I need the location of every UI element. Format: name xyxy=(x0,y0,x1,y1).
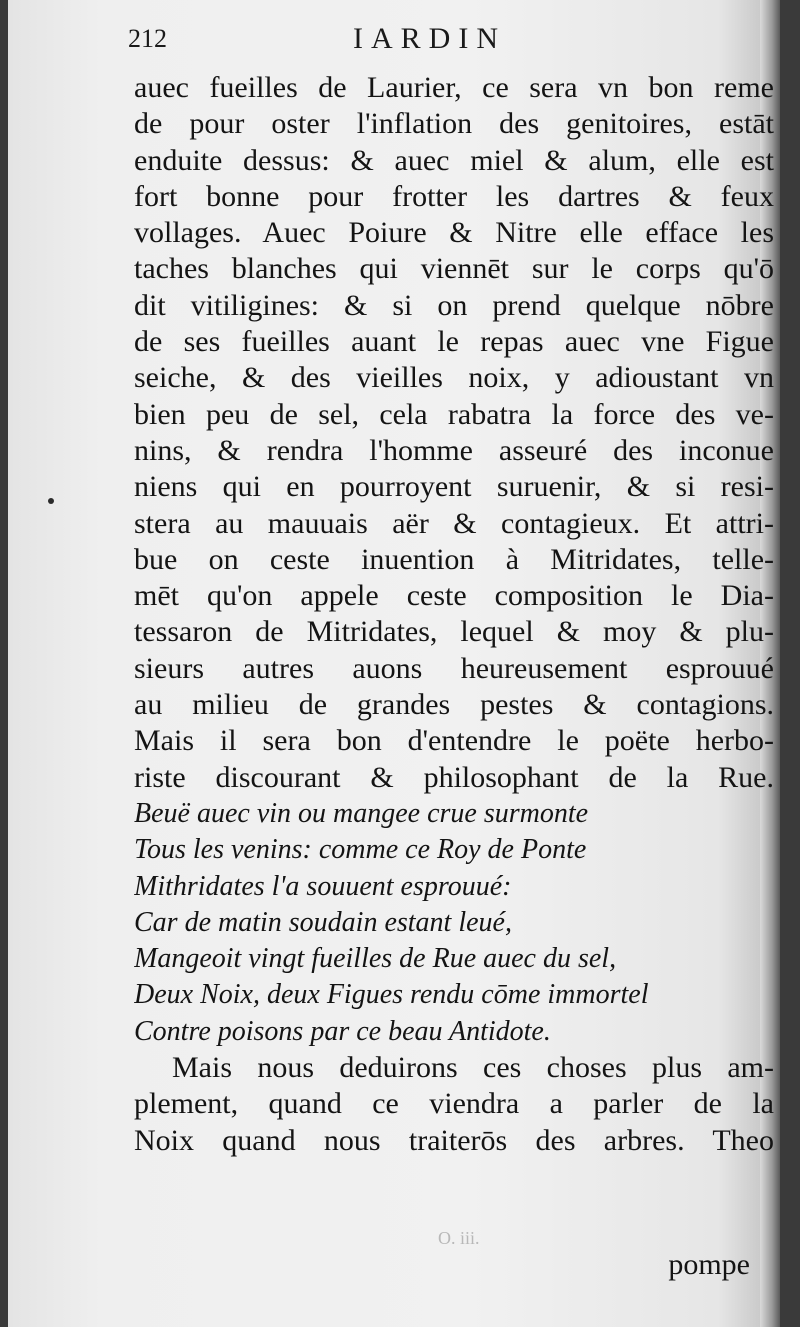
running-title: IARDIN xyxy=(353,22,506,55)
text-line: stera au mauuais aër & contagieux. Et attri- xyxy=(134,506,774,540)
text-line: plement, quand ce viendra a parler de la xyxy=(134,1087,774,1121)
text-line: Mais il sera bon d'entendre le poëte herbo- xyxy=(134,724,774,758)
verse-line: Deux Noix, deux Figues rendu cōme immortel xyxy=(134,979,649,1011)
signature-mark: O. iii. xyxy=(438,1228,480,1248)
verse-line: Mithridates l'a souuent esprouué: xyxy=(134,870,512,902)
text-line: au milieu de grandes pestes & contagions. xyxy=(134,688,774,722)
text-line: nins, & rendra l'homme asseuré des inconue xyxy=(134,433,774,467)
text-line: taches blanches qui viennēt sur le corps qu'ō xyxy=(134,252,774,286)
text-line: dit vitiligines: & si on prend quelque nōbre xyxy=(134,288,774,322)
page-number: 212 xyxy=(128,24,167,53)
text-line: Mais nous deduirons ces choses plus am- xyxy=(172,1051,774,1085)
verse-line: Tous les venins: comme ce Roy de Ponte xyxy=(134,834,587,866)
text-line: niens qui en pourroyent suruenir, & si resi- xyxy=(134,470,774,504)
text-line: enduite dessus: & auec miel & alum, elle est xyxy=(134,143,774,177)
verse-line: Beuë auec vin ou mangee crue surmonte xyxy=(134,797,589,829)
book-page xyxy=(8,0,780,1327)
text-line: vollages. Auec Poiure & Nitre elle efface les xyxy=(134,216,774,250)
ink-speck xyxy=(48,498,54,504)
page-header xyxy=(128,24,748,64)
text-line: Noix quand nous traiterōs des arbres. Theo xyxy=(134,1123,774,1157)
text-line: tessaron de Mitridates, lequel & moy & plu- xyxy=(134,615,774,649)
text-line: de ses fueilles auant le repas auec vne Figue xyxy=(134,325,774,359)
text-line: de pour oster l'inflation des genitoires, estāt xyxy=(134,107,774,141)
text-line: bue on ceste inuention à Mitridates, telle- xyxy=(134,542,774,576)
verse-line: Car de matin soudain estant leué, xyxy=(134,906,512,938)
catchword: pompe xyxy=(668,1248,750,1281)
body-text xyxy=(134,70,774,1159)
text-line: mēt qu'on appele ceste composition le Dia- xyxy=(134,579,774,613)
verse-line: Mangeoit vingt fueilles de Rue auec du sel, xyxy=(134,943,617,975)
text-line: seiche, & des vieilles noix, y adioustant vn xyxy=(134,361,774,395)
text-line: auec fueilles de Laurier, ce sera vn bon reme xyxy=(134,71,774,104)
text-line: riste discourant & philosophant de la Rue. xyxy=(134,760,774,794)
text-line: fort bonne pour frotter les dartres & feux xyxy=(134,179,774,213)
text-line: bien peu de sel, cela rabatra la force des ve- xyxy=(134,397,774,431)
text-line: sieurs autres auons heureusement esprouué xyxy=(134,651,774,685)
verse-line: Contre poisons par ce beau Antidote. xyxy=(134,1015,551,1047)
